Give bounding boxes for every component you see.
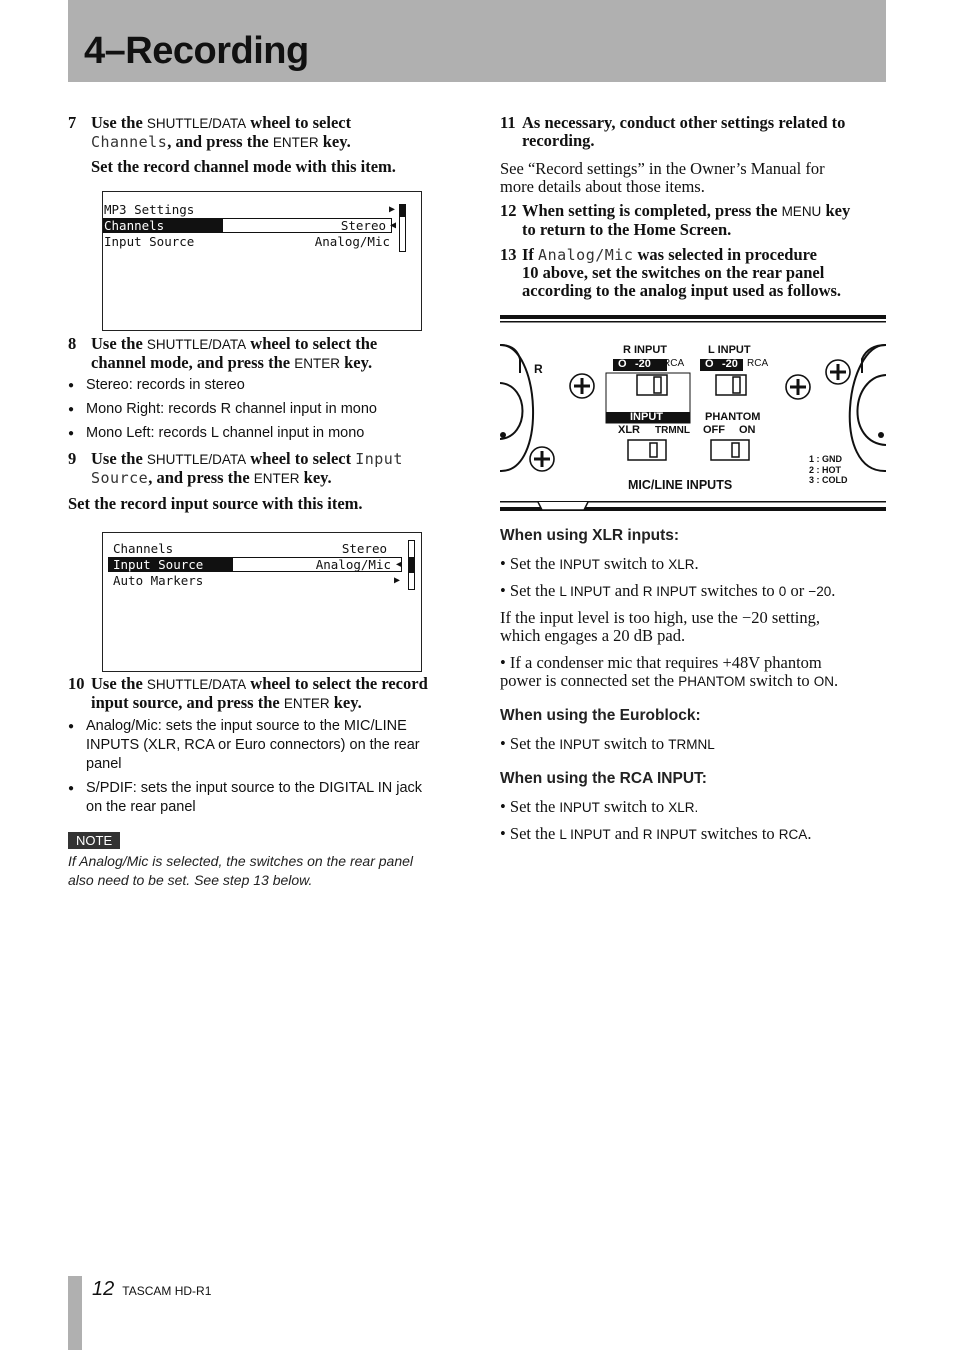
text: • Set the xyxy=(500,734,560,753)
step-13 xyxy=(500,246,886,300)
step-9 xyxy=(68,450,468,488)
step-8 xyxy=(68,335,468,373)
key-name: ON xyxy=(813,674,835,689)
section-heading: When using the RCA INPUT: xyxy=(500,770,707,787)
list-item xyxy=(68,779,454,817)
key-name: SHUTTLE/DATA xyxy=(146,452,247,467)
page-number: 12 xyxy=(92,1278,115,1300)
menu-item-name: Analog/Mic xyxy=(538,246,634,264)
step-text: Use the xyxy=(91,334,147,353)
panel-title: MIC/LINE INPUTS xyxy=(628,478,733,492)
bullet-icon: ● xyxy=(68,428,75,439)
text: switches to xyxy=(696,581,779,600)
cursor-icon: ◀ xyxy=(389,220,396,231)
text: • Set the xyxy=(500,797,560,816)
lcd-row xyxy=(103,573,403,588)
lcd-row-value: Stereo xyxy=(340,218,386,233)
key-name: R INPUT xyxy=(642,827,697,842)
step-text: , and press the xyxy=(148,468,254,487)
key-name: ENTER xyxy=(253,471,300,486)
lcd-screen-2 xyxy=(102,532,422,672)
text: . xyxy=(831,581,836,600)
text: • Set the xyxy=(500,581,560,600)
key-name: INPUT xyxy=(559,737,600,752)
menu-item-name: Channels xyxy=(91,133,168,151)
lcd-row-selected xyxy=(103,218,399,233)
key-name: SHUTTLE/DATA xyxy=(146,337,247,352)
text: • Set the xyxy=(500,554,560,573)
bullet-icon: ● xyxy=(68,721,75,732)
key-name: TRMNL xyxy=(668,737,715,752)
menu-item-name: Source xyxy=(91,469,149,487)
paragraph-line: See “Record settings” in the Owner’s Manual for xyxy=(500,159,825,178)
xlr-bullet-2 xyxy=(500,582,886,601)
l-input-label: L INPUT xyxy=(708,344,751,356)
step-text: to return to the Home Screen. xyxy=(522,220,732,239)
xlr-bullet-1 xyxy=(500,555,886,574)
step-text: recording. xyxy=(522,131,595,150)
text: • Set the xyxy=(500,824,560,843)
step-12 xyxy=(500,202,886,239)
note-line: also need to be set. See step 13 below. xyxy=(68,872,313,888)
key-name: L INPUT xyxy=(559,827,611,842)
arrow-right-icon: ▶ xyxy=(393,575,400,586)
r-input-label: R INPUT xyxy=(623,344,667,356)
paragraph-line: more details about those items. xyxy=(500,177,705,196)
scrollbar-thumb xyxy=(409,557,414,573)
menu-item-name: Input xyxy=(355,450,403,468)
list-item-text: S/PDIF: sets the input source to the DIGITAL IN jack xyxy=(86,780,423,796)
phantom-label: PHANTOM xyxy=(705,411,761,423)
paragraph-line: • If a condenser mic that requires +48V phantom xyxy=(500,653,822,672)
bullet-list xyxy=(68,376,458,448)
step-text: 10 above, set the switches on the rear panel xyxy=(522,263,825,282)
switch-rca-label: RCA xyxy=(663,358,685,369)
key-name: RCA xyxy=(778,827,808,842)
channel-r-label: R xyxy=(534,362,543,376)
xlr-pinout xyxy=(809,454,848,486)
section-heading: When using XLR inputs: xyxy=(500,527,680,544)
scrollbar xyxy=(399,204,406,252)
text: or xyxy=(786,581,809,600)
product-name: TASCAM HD-R1 xyxy=(122,1284,212,1298)
key-name: SHUTTLE/DATA xyxy=(146,116,247,131)
note-block xyxy=(68,832,120,850)
list-item-text: Stereo: records in stereo xyxy=(86,377,245,393)
rca-bullet-2 xyxy=(500,825,886,844)
xlr-paragraph xyxy=(500,609,886,645)
lcd-row-label: Channels xyxy=(104,218,165,233)
on-label: ON xyxy=(739,424,756,436)
switch-rca-label: RCA xyxy=(747,358,769,369)
step-text: wheel to select the record xyxy=(246,674,428,693)
key-name: MENU xyxy=(781,204,822,219)
list-item-text: INPUTS (XLR, RCA or Euro connectors) on the rear xyxy=(86,737,420,753)
key-name: ENTER xyxy=(272,135,319,150)
step-number: 7 xyxy=(68,113,77,132)
list-item xyxy=(68,424,458,448)
key-name: ENTER xyxy=(294,356,340,371)
chapter-header xyxy=(68,0,886,82)
text: switch to xyxy=(599,734,669,753)
step-10 xyxy=(68,675,468,713)
step-7-subtext: Set the record channel mode with this item. xyxy=(91,157,396,176)
bullet-list xyxy=(68,717,454,817)
list-item-text: Mono Left: records L channel input in mono xyxy=(86,425,365,441)
lcd-row-label: MP3 Settings xyxy=(104,202,195,217)
key-name: PHANTOM xyxy=(678,674,746,689)
step-text: If xyxy=(522,245,539,264)
switch-minus20-label: -20 xyxy=(722,358,738,370)
lcd-row-label: Auto Markers xyxy=(113,573,204,588)
step-number: 8 xyxy=(68,334,77,353)
step-11 xyxy=(500,114,886,150)
euro-bullet-1 xyxy=(500,735,886,754)
list-item-text: Analog/Mic: sets the input source to the MIC/LINE xyxy=(86,718,407,734)
arrow-right-icon: ▶ xyxy=(388,204,395,215)
step-9-subtext: Set the record input source with this item. xyxy=(68,494,363,513)
key-name: −20 xyxy=(808,584,832,599)
step-text: key. xyxy=(299,468,332,487)
lcd-screen-1 xyxy=(102,191,422,331)
list-item xyxy=(68,717,454,774)
step-text: input source, and press the xyxy=(91,693,284,712)
list-item-text: on the rear panel xyxy=(86,799,196,815)
step-text: key. xyxy=(329,693,362,712)
step-text: When setting is completed, press the xyxy=(522,201,782,220)
note-tag: NOTE xyxy=(68,832,120,849)
step-text: channel mode, and press the xyxy=(91,353,295,372)
scrollbar xyxy=(408,540,415,590)
key-name: 0 xyxy=(778,584,787,599)
bullet-icon: ● xyxy=(68,404,75,415)
step-text: Use the xyxy=(91,113,147,132)
step-number: 9 xyxy=(68,449,77,468)
xlr-phantom-note xyxy=(500,654,886,691)
text: and xyxy=(610,824,643,843)
step-number: 10 xyxy=(68,674,85,693)
list-item xyxy=(68,400,458,424)
list-item-text: panel xyxy=(86,756,122,772)
bullet-icon: ● xyxy=(68,380,75,391)
text: . xyxy=(694,554,699,573)
lcd-row-value: Analog/Mic xyxy=(314,234,390,249)
text: switch to xyxy=(745,671,814,690)
key-name: R INPUT xyxy=(642,584,697,599)
rca-bullet-1 xyxy=(500,798,886,817)
step-text: was selected in procedure xyxy=(633,245,817,264)
key-name: INPUT xyxy=(559,557,600,572)
trmnl-label: TRMNL xyxy=(655,425,690,436)
note-text xyxy=(68,852,458,890)
lcd-row-value: Stereo xyxy=(341,541,387,556)
paragraph-line: If the input level is too high, use the −20 setting, xyxy=(500,608,821,627)
input-switch-label: INPUT xyxy=(630,411,663,423)
lcd-row xyxy=(103,202,399,217)
step-text: wheel to select the xyxy=(246,334,378,353)
lcd-row xyxy=(103,234,399,249)
switch-minus20-label: -20 xyxy=(635,358,651,370)
list-item-text: Mono Right: records R channel input in mono xyxy=(86,401,377,417)
lcd-row-value: Analog/Mic xyxy=(315,557,391,572)
paragraph-line: which engages a 20 dB pad. xyxy=(500,626,686,645)
chapter-title: 4–Recording xyxy=(84,30,309,72)
step-text: according to the analog input used as follows. xyxy=(522,281,842,300)
step-number: 11 xyxy=(500,113,516,132)
footer-bar xyxy=(68,1276,82,1350)
lcd-row-selected xyxy=(103,557,403,572)
text: . xyxy=(834,671,839,690)
section-heading: When using the Euroblock: xyxy=(500,707,701,724)
key-name: ENTER xyxy=(283,696,330,711)
step-number: 13 xyxy=(500,245,517,264)
pin-label: 3 : COLD xyxy=(809,475,848,485)
key-name: XLR. xyxy=(668,800,699,815)
text: switches to xyxy=(696,824,779,843)
key-name: L INPUT xyxy=(559,584,611,599)
key-name: INPUT xyxy=(559,800,600,815)
step-number: 12 xyxy=(500,201,517,220)
rear-panel-diagram xyxy=(500,313,886,517)
pin-label: 1 : GND xyxy=(809,454,843,464)
note-line: If Analog/Mic is selected, the switches on the rear panel xyxy=(68,853,413,869)
lcd-row-label: Channels xyxy=(113,541,174,556)
step-text: wheel to select xyxy=(246,113,352,132)
bullet-icon: ● xyxy=(68,783,75,794)
text: and xyxy=(610,581,643,600)
step-text: key xyxy=(821,201,851,220)
footer xyxy=(92,1278,211,1301)
step-text: As necessary, conduct other settings related to xyxy=(522,113,846,132)
xlr-label: XLR xyxy=(618,424,640,436)
step-text: key. xyxy=(340,353,373,372)
step-7 xyxy=(68,114,468,152)
paragraph xyxy=(500,160,886,196)
key-name: XLR xyxy=(668,557,695,572)
text: switch to xyxy=(599,554,669,573)
step-text: , and press the xyxy=(167,132,273,151)
step-text: wheel to select xyxy=(246,449,356,468)
text: . xyxy=(807,824,812,843)
switch-o-label: O xyxy=(705,358,714,370)
scrollbar-thumb xyxy=(400,205,405,217)
step-text: Use the xyxy=(91,674,147,693)
cursor-icon: ◀ xyxy=(395,559,402,570)
lcd-row xyxy=(103,541,399,556)
text: power is connected set the xyxy=(500,671,679,690)
off-label: OFF xyxy=(703,424,725,436)
switch-o-label: O xyxy=(618,358,627,370)
text: switch to xyxy=(599,797,669,816)
step-text: Use the xyxy=(91,449,147,468)
list-item xyxy=(68,376,458,400)
lcd-row-label: Input Source xyxy=(104,234,195,249)
pin-label: 2 : HOT xyxy=(809,464,842,475)
key-name: SHUTTLE/DATA xyxy=(146,677,247,692)
step-text: key. xyxy=(318,132,351,151)
lcd-row-label: Input Source xyxy=(113,557,204,572)
